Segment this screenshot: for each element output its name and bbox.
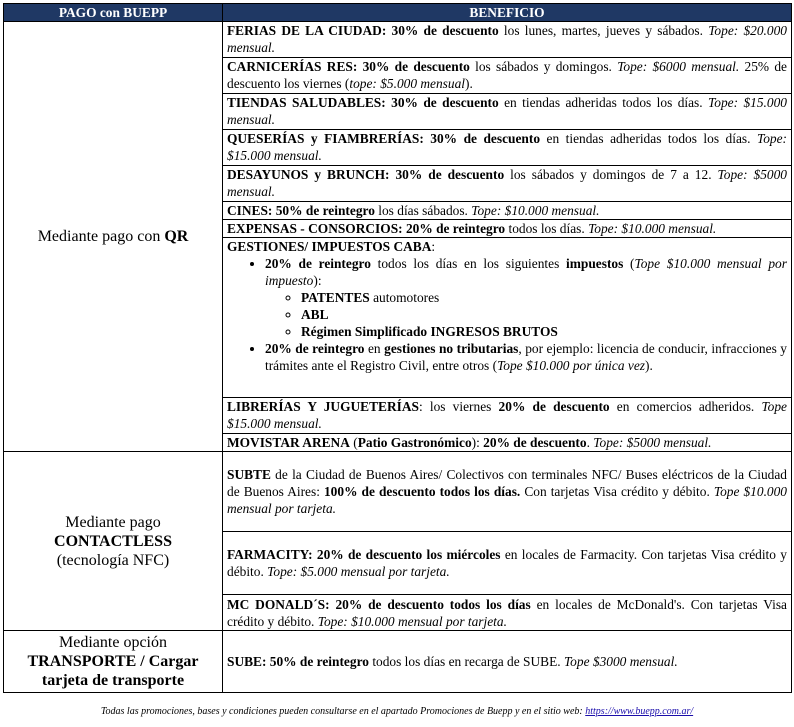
- header-benefit: BENEFICIO: [223, 4, 792, 22]
- impuesto-patentes: ◦ PATENTES automotores: [301, 289, 787, 306]
- benefit-mcdonalds: MC DONALD´S: 20% de descuento todos los días en locales de McDonald's. Con tarjetas Visa crédito y débito. Tope: $10.000 mensual por tarjeta.: [223, 595, 792, 631]
- impuesto-iibb: ◦ Régimen Simplificado INGRESOS BRUTOS: [301, 323, 787, 340]
- benefit-librerias: LIBRERÍAS Y JUGUETERÍAS: los viernes 20% de descuento en comercios adheridos. Tope $15.000 mensual.: [223, 398, 792, 434]
- row-subte: [4, 452, 792, 532]
- benefit-tiendas: TIENDAS SALUDABLES: 30% de descuento en tiendas adheridas todos los días. Tope: $15.000 mensual.: [223, 94, 792, 130]
- row-ferias: [4, 22, 792, 58]
- benefit-ferias: FERIAS DE LA CIUDAD: 30% de descuento los lunes, martes, jueves y sábados. Tope: $20.000 mensual.: [223, 22, 792, 58]
- benefit-expensas: EXPENSAS - CONSORCIOS: 20% de reintegro todos los días. Tope: $10.000 mensual.: [223, 220, 792, 238]
- row-sube: [4, 631, 792, 693]
- gestiones-no-tributarias: • 20% de reintegro en gestiones no tributarias, por ejemplo: licencia de conducir, infracciones y trámites ante el Registro Civil, entre otros (Tope $10.000 por única vez).: [265, 340, 787, 374]
- footer-note: Todas las promociones, bases y condiciones pueden consultarse en el apartado Promociones de Buepp y en el sitio web: https://www.buepp.com.ar/: [100, 706, 694, 717]
- gestiones-impuestos: • 20% de reintegro todos los días en los siguientes impuestos (Tope $10.000 mensual por impuesto): ◦ PATENTES automotores ◦ ABL ◦ Régimen Simplificado INGRESOS BRUTOS: [265, 255, 787, 340]
- benefit-gestiones: GESTIONES/ IMPUESTOS CABA: • 20% de reintegro todos los días en los siguientes impuestos (Tope $10.000 mensual por impuesto): ◦ PATENTES automotores ◦ ABL ◦ Régimen Simplificado INGRESOS BRUTOS • 20% de reintegro en gestiones no tributarias, por ejemplo: licencia de conducir, infracciones y trámites ante el Registro Civil, entre otros (Tope $10.000 por única vez).: [223, 238, 792, 398]
- header-row: [4, 4, 792, 22]
- benefit-cines: CINES: 50% de reintegro los días sábados. Tope: $10.000 mensual.: [223, 202, 792, 220]
- payment-transporte: Mediante opción TRANSPORTE / Cargar tarjeta de transporte: [4, 631, 223, 693]
- impuesto-abl: ◦ ABL: [301, 306, 787, 323]
- buepp-link[interactable]: https://www.buepp.com.ar/: [585, 706, 694, 717]
- header-payment: PAGO con BUEPP: [4, 4, 223, 22]
- payment-contactless: Mediante pago CONTACTLESS (tecnología NFC): [4, 452, 223, 631]
- benefits-table: [3, 3, 792, 693]
- impuestos-list: [265, 289, 787, 340]
- benefit-sube: SUBE: 50% de reintegro todos los días en recarga de SUBE. Tope $3000 mensual.: [223, 631, 792, 693]
- benefit-desayunos: DESAYUNOS y BRUNCH: 30% de descuento los sábados y domingos de 7 a 12. Tope: $5000 mensual.: [223, 166, 792, 202]
- gestiones-list: [227, 255, 787, 374]
- benefit-movistar: MOVISTAR ARENA (Patio Gastronómico): 20% de descuento. Tope: $5000 mensual.: [223, 434, 792, 452]
- benefit-subte: SUBTE de la Ciudad de Buenos Aires/ Colectivos con terminales NFC/ Buses eléctricos de la Ciudad de Buenos Aires: 100% de descuento todos los días. Con tarjetas Visa crédito y débito. Tope $10.000 mensual por tarjeta.: [223, 452, 792, 532]
- benefit-queserias: QUESERÍAS y FIAMBRERÍAS: 30% de descuento en tiendas adheridas todos los días. Tope: $15.000 mensual.: [223, 130, 792, 166]
- benefit-carnicerias: CARNICERÍAS RES: 30% de descuento los sábados y domingos. Tope: $6000 mensual. 25% de descuento los viernes (tope: $5.000 mensual).: [223, 58, 792, 94]
- payment-qr: Mediante pago con QR: [4, 22, 223, 452]
- benefit-farmacity: FARMACITY: 20% de descuento los miércoles en locales de Farmacity. Con tarjetas Visa crédito y débito. Tope: $5.000 mensual por tarjeta.: [223, 532, 792, 595]
